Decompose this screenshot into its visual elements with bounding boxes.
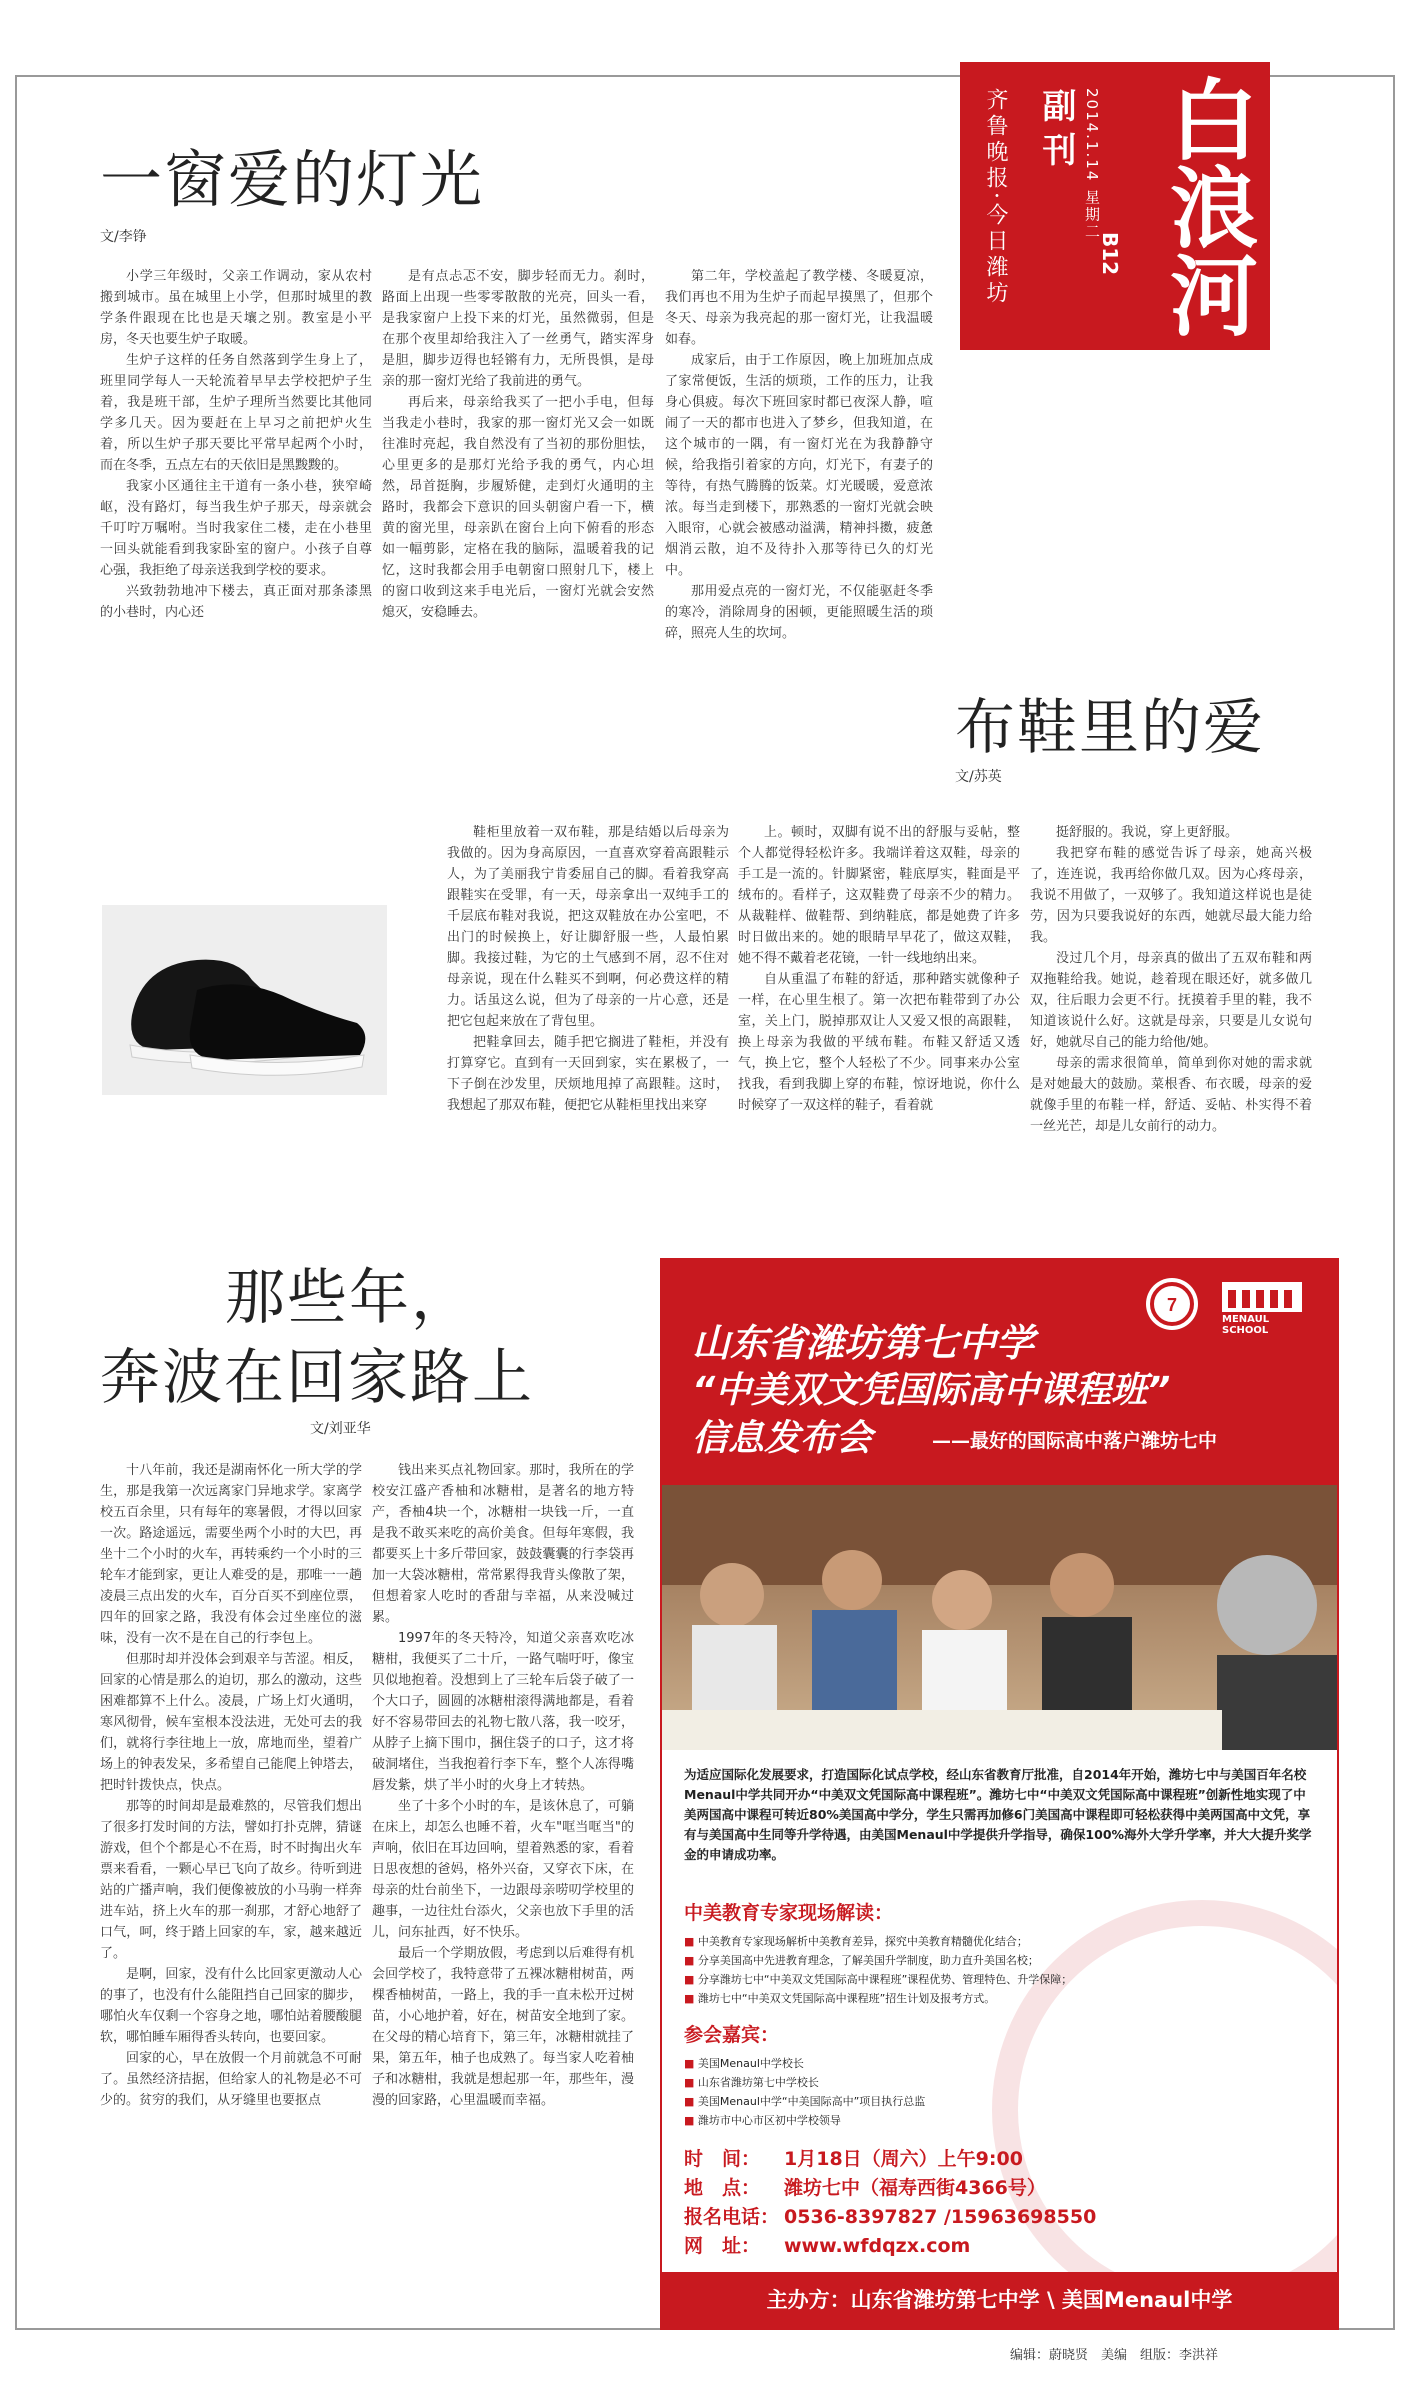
paragraph: 那等的时间却是最难熬的，尽管我们想出了很多打发时间的方法，譬如打扑克牌，猜谜游戏，但个个都是心不在焉，时不时掏出火车票来看看，一颗心早已飞向了故乡。待听到进站的广播声响，我们便像被放的小马驹一样奔进车站，挤上火车的那一刹那，才舒心地舒了口气，呵，终于踏上回家的车，家，越来越近了。 [100, 1799, 362, 1961]
paragraph: 1997年的冬天特冷，知道父亲喜欢吃冰糖柑，我便买了二十斤，一路气喘吁吁，像宝贝似地抱着。没想到上了三轮车后袋子破了一个大口子，圆圆的冰糖柑滚得满地都是，看着好不容易带回去的礼物七散八落，我一咬牙，从脖子上摘下围巾，捆住袋子的口子，这才将破洞堵住，当我抱着行李下车，整个人冻得嘴唇发紫，烘了半小时的火身上才转热。 [372, 1631, 634, 1793]
article2-column-1 [447, 822, 729, 1232]
paragraph: 生炉子这样的任务自然落到学生身上了，班里同学每人一天轮流着早早去学校把炉子生着，我是班干部，生炉子理所当然要比其他同学多几天。因为要赶在上早习之前把炉火生着，所以生炉子那天要比平常早起两个小时，而在冬季，五点左右的天依旧是黑黢黢的。 [100, 353, 372, 473]
ad-slogan: ——最好的国际高中落户潍坊七中 [932, 1430, 1218, 1452]
cloth-shoes-photo [102, 905, 387, 1095]
guests-list [684, 2054, 1144, 2130]
masthead [960, 62, 1270, 350]
paragraph: 小学三年级时，父亲工作调动，家从农村搬到城市。虽在城里上小学，但那时城里的教学条件跟现在比也是天壤之别。教室是小平房，冬天也要生炉子取暖。 [100, 269, 372, 347]
paragraph: 是有点忐忑不安，脚步轻而无力。刹时，路面上出现一些零零散散的光亮，回头一看，是我家窗户上投下来的灯光，虽然微弱，但是在那个夜里却给我注入了一丝勇气，踏实浑身是胆，脚步迈得也轻锵有力，无所畏惧，是母亲的那一窗灯光给了我前进的勇气。 [382, 269, 654, 389]
paragraph: 钱出来买点礼物回家。那时，我所在的学校安江盛产香柚和冰糖柑，是著名的地方特产，香柚4块一个，冰糖柑一块钱一斤，一直是我不敢买来吃的高价美食。但每年寒假，我都要买上十多斤带回家，鼓鼓囊囊的行李袋再加一大袋冰糖柑，常常累得我背头像散了架，但想着家人吃时的香甜与幸福，从来没喊过累。 [372, 1463, 634, 1625]
article3-title-line1: 那些年， [225, 1263, 473, 1333]
ad-program-name: “中美双文凭国际高中课程班” [692, 1370, 1171, 1411]
phone-label: 报名电话： [684, 2206, 780, 2228]
ad-event-name: 信息发布会 [692, 1418, 873, 1459]
place-label: 地 点： [684, 2177, 761, 2199]
place-value: 潍坊七中（福寿西街4366号） [784, 2177, 1046, 2199]
list-item: ■ 分享潍坊七中“中美双文凭国际高中课程班”课程优势、管理特色、升学保障； [684, 1970, 1144, 1989]
ad-header [662, 1260, 1337, 1485]
article3-byline: 文/刘亚华 [310, 1421, 371, 1437]
ad-school-name: 山东省潍坊第七中学 [692, 1321, 1035, 1365]
paragraph: 上。顿时，双脚有说不出的舒服与妥帖，整个人都觉得轻松许多。我端详着这双鞋，母亲的手工是一流的。针脚紧密，鞋底厚实，鞋面是平绒布的。看样子，这双鞋费了母亲不少的精力。从裁鞋样、做鞋帮、到纳鞋底，都是她费了许多时日做出来的。她的眼睛早早花了，做这双鞋，她不得不戴着老花镜，一针一线地纳出来。 [738, 825, 1020, 966]
list-item: ■ 潍坊市中心市区初中学校领导 [684, 2111, 1144, 2130]
article1-title: 一窗爱的灯光 [100, 143, 485, 216]
paragraph: 把鞋拿回去，随手把它搁进了鞋柜，并没有打算穿它。直到有一天回到家，实在累极了，一下子倒在沙发里，厌烦地甩掉了高跟鞋。这时，我想起了那双布鞋，便把它从鞋柜里找出来穿 [447, 1035, 729, 1113]
paragraph: 兴致勃勃地冲下楼去，真正面对那条漆黑的小巷时，内心还 [100, 584, 372, 620]
paragraph: 再后来，母亲给我买了一把小手电，但每当我走小巷时，我家的那一窗灯光又会一如既往准时亮起，我自然没有了当初的那份胆怯，心里更多的是那灯光给予我的勇气，内心坦然，昂首挺胸，步履矫健，走到灯火通明的主路时，我都会下意识的回头朝窗户看一下，横黄的窗光里，母亲趴在窗台上向下俯看的形态如一幅剪影，定格在我的脑际，温暖着我的记忆，这时我都会用手电朝窗口照射几下，楼上的窗口收到这来手电光后，一窗灯光就会安然熄灭，安稳睡去。 [382, 395, 654, 620]
article2-byline: 文/苏英 [955, 769, 1002, 785]
paragraph: 十八年前，我还是湖南怀化一所大学的学生，那是我第一次远离家门异地求学。家离学校五百余里，只有每年的寒暑假，才得以回家一次。路途遥远，需要坐两个小时的大巴，再坐十二个小时的火车，再转乘约一个小时的三轮车才能到家，更让人难受的是，那唯一一趟凌晨三点出发的火车，百分百买不到座位票，四年的回家之路，我没有体会过坐座位的滋味，没有一次不是在自己的行李包上。 [100, 1463, 362, 1646]
article3-title-line2: 奔波在回家路上 [100, 1343, 534, 1413]
paragraph: 自从重温了布鞋的舒适，那种踏实就像种子一样，在心里生根了。第一次把布鞋带到了办公室，关上门，脱掉那双让人又爱又恨的高跟鞋，换上母亲为我做的平绒布鞋。布鞋又舒适又透气，换上它，整个人轻松了不少。同事来办公室找我，看到我脚上穿的布鞋，惊讶地说，你什么时候穿了一双这样的鞋子，看着就 [738, 972, 1020, 1113]
article2-title: 布鞋里的爱 [955, 693, 1265, 763]
paragraph: 坐了十多个小时的车，是该休息了，可躺在床上，却怎么也睡不着，火车"哐当哐当"的声响，依旧在耳边回响，望着熟悉的家，看着日思夜想的爸妈，格外兴奋，又穿衣下床，在母亲的灶台前坐下，一边跟母亲唠叨学校里的趣事，一边往灶台添火，父亲也放下手里的活儿，问东扯西，好不快乐。 [372, 1799, 634, 1940]
ad-introduction: 为适应国际化发展要求，打造国际化试点学校，经山东省教育厅批准，自2014年开始，潍坊七中与美国百年名校Menaul中学共同开办“中美双文凭国际高中课程班”。潍坊七中“中美双文凭国际高中课程班”创新性地实现了中美两国高中课程可转近80%美国高中学分，学生只需再加修6门美国高中课程即可轻松获得中美两国高中文凭，享有与美国高中生同等升学待遇，由美国Menaul中学提供升学指导，确保100%海外大学升学率，并大大提升奖学金的申请成功率。 [684, 1767, 1312, 1862]
paragraph: 成家后，由于工作原因，晚上加班加点成了家常便饭，生活的烦琐，工作的压力，让我身心俱疲。每次下班回家时都已夜深人静，喧闹了一天的都市也进入了梦乡，但我知道，在这个城市的一隅，有一窗灯光在为我静静守候，给我指引着家的方向，灯光下，有妻子的等待，有热气腾腾的饭菜。灯光暖暖，爱意浓浓。每当走到楼下，那熟悉的一窗灯光就会映入眼帘，心就会被感动溢满，精神抖擞，疲惫烟消云散，迫不及待扑入那等待已久的灯光中。 [665, 353, 933, 578]
paragraph: 我把穿布鞋的感觉告诉了母亲，她高兴极了，连连说，我再给你做几双。因为心疼母亲，我说不用做了，一双够了。我知道这样说也是徒劳，因为只要我说好的东西，她就尽最大能力给我。 [1030, 846, 1312, 945]
article1-column-3 [665, 266, 933, 776]
article3-column-1 [100, 1460, 362, 2322]
phone-value: 0536-8397827 /15963698550 [784, 2206, 1097, 2228]
article1-byline: 文/李铮 [100, 229, 147, 245]
logo-text: MENAUL SCHOOL [1222, 1314, 1270, 1336]
article1-column-1 [100, 266, 372, 736]
paragraph: 挺舒服的。我说，穿上更舒服。 [1056, 825, 1239, 840]
article1-column-2 [382, 266, 654, 736]
paragraph: 没过几个月，母亲真的做出了五双布鞋和两双拖鞋给我。她说，趁着现在眼还好，就多做几双，往后眼力会更不行。抚摸着手里的鞋，我不知道该说什么好。这就是母亲，只要是儿女说句好，她就尽自己的能力给他/她。 [1030, 951, 1312, 1050]
list-item: ■ 美国Menaul中学“中美国际高中”项目执行总监 [684, 2092, 1144, 2111]
list-item: ■ 分享美国高中先进教育理念，了解美国升学制度，助力直升美国名校； [684, 1951, 1144, 1970]
masthead-page-number: B12 [1098, 232, 1122, 276]
paragraph: 回家的心，早在放假一个月前就急不可耐了。虽然经济拮据，但给家人的礼物是必不可少的。贫穷的我们，从牙缝里也要抠点 [100, 2051, 362, 2108]
masthead-section: 副刊 [1036, 88, 1076, 176]
ad-organizer: 主办方：山东省潍坊第七中学 \ 美国Menaul中学 [662, 2272, 1337, 2328]
paragraph: 最后一个学期放假，考虑到以后难得有机会回学校了，我特意带了五裸冰糖柑树苗，两棵香柚树苗，一路上，我的手一直未松开过树苗，小心地护着，好在，树苗安全地到了家。在父母的精心培育下，第三年，冰糖柑就挂了果，第五年，柚子也成熟了。每当家人吃着柚子和冰糖柑，我就是想起那一年，那些年，漫漫的回家路，心里温暖而幸福。 [372, 1946, 634, 2108]
school-advertisement [660, 1258, 1339, 2330]
svg-text:7: 7 [1166, 1295, 1178, 1315]
page-credits: 编辑：蔚晓贤 美编 组版：李洪祥 [1010, 2348, 1219, 2363]
experts-heading: 中美教育专家现场解读： [684, 1902, 894, 1924]
paragraph: 鞋柜里放着一双布鞋，那是结婚以后母亲为我做的。因为身高原因，一直喜欢穿着高跟鞋示人，为了美丽我宁肯委屈自己的脚。看着我穿高跟鞋实在受罪，有一天，母亲拿出一双纯手工的千层底布鞋对我说，把这双鞋放在办公室吧，不出门的时候换上，好让脚舒服一些，人最怕累脚。我接过鞋，为它的土气感到不屑，忍不住对母亲说，现在什么鞋买不到啊，何必费这样的精力。话虽这么说，但为了母亲的一片心意，还是把它包起来放在了背包里。 [447, 825, 729, 1029]
list-item: ■ 美国Menaul中学校长 [684, 2054, 1144, 2073]
website-label: 网 址： [684, 2235, 761, 2257]
classroom-photo [662, 1485, 1337, 1750]
article3-column-2 [372, 1460, 634, 2322]
school-logo [1142, 1274, 1317, 1334]
students-photo-icon [662, 1485, 1337, 1750]
paragraph: 但那时却并没体会到艰辛与苦涩。相反，回家的心情是那么的迫切，那么的激动，这些困难都算不上什么。凌晨，广场上灯火通明，寒风彻骨，候车室根本没法进，无处可去的我们，就将行李往地上一放，席地而坐，望着广场上的钟表发呆，多希望自己能爬上钟塔去，把时针拨快点，快点。 [100, 1652, 362, 1793]
list-item: ■ 中美教育专家现场解析中美教育差异，探究中美教育精髓优化结合； [684, 1932, 1144, 1951]
list-item: ■ 潍坊七中“中美双文凭国际高中课程班”招生计划及报考方式。 [684, 1989, 1144, 2008]
masthead-paper-name: 齐鲁晚报·今日潍坊 [983, 88, 1008, 307]
website-value: www.wfdqzx.com [784, 2235, 971, 2257]
paragraph: 第二年，学校盖起了教学楼、冬暖夏凉，我们再也不用为生炉子而起早摸黑了，但那个冬天、母亲为我亮起的那一窗灯光，让我温暖如春。 [665, 269, 933, 347]
paragraph: 那用爱点亮的一窗灯光，不仅能驱赶冬季的寒冷，消除周身的困顿，更能照暖生活的琐碎，照亮人生的坎坷。 [665, 584, 933, 641]
list-item: ■ 山东省潍坊第七中学校长 [684, 2073, 1144, 2092]
time-label: 时 间： [684, 2148, 761, 2170]
paragraph: 是啊，回家，没有什么比回家更激动人心的事了，也没有什么能阻挡自己回家的脚步，哪怕火车仅剩一个容身之地，哪怕站着腰酸腿软，哪怕睡车厢得香头转向，也要回家。 [100, 1967, 362, 2045]
event-details [684, 2145, 1096, 2261]
guests-heading: 参会嘉宾： [684, 2024, 780, 2046]
shoe-icon [102, 905, 387, 1095]
paragraph: 母亲的需求很简单，简单到你对她的需求就是对她最大的鼓励。菜根香、布衣暖，母亲的爱就像手里的布鞋一样，舒适、妥帖、朴实得不着一丝光芒，却是儿女前行的动力。 [1030, 1056, 1312, 1134]
article2-column-3 [1030, 822, 1312, 1232]
time-value: 1月18日（周六）上午9:00 [784, 2148, 1023, 2170]
paragraph: 我家小区通往主干道有一条小巷，狭窄崎岖，没有路灯，每当我生炉子那天，母亲就会千叮咛万嘱咐。当时我家住二楼，走在小巷里一回头就能看到我家卧室的窗户。小孩子自尊心强，我拒绝了母亲送我到学校的要求。 [100, 479, 372, 578]
article2-column-2 [738, 822, 1020, 1232]
masthead-title: 白浪河 [1156, 74, 1259, 338]
masthead-date: 2014.1.14 星期二 [1083, 88, 1101, 241]
experts-list [684, 1932, 1144, 2008]
